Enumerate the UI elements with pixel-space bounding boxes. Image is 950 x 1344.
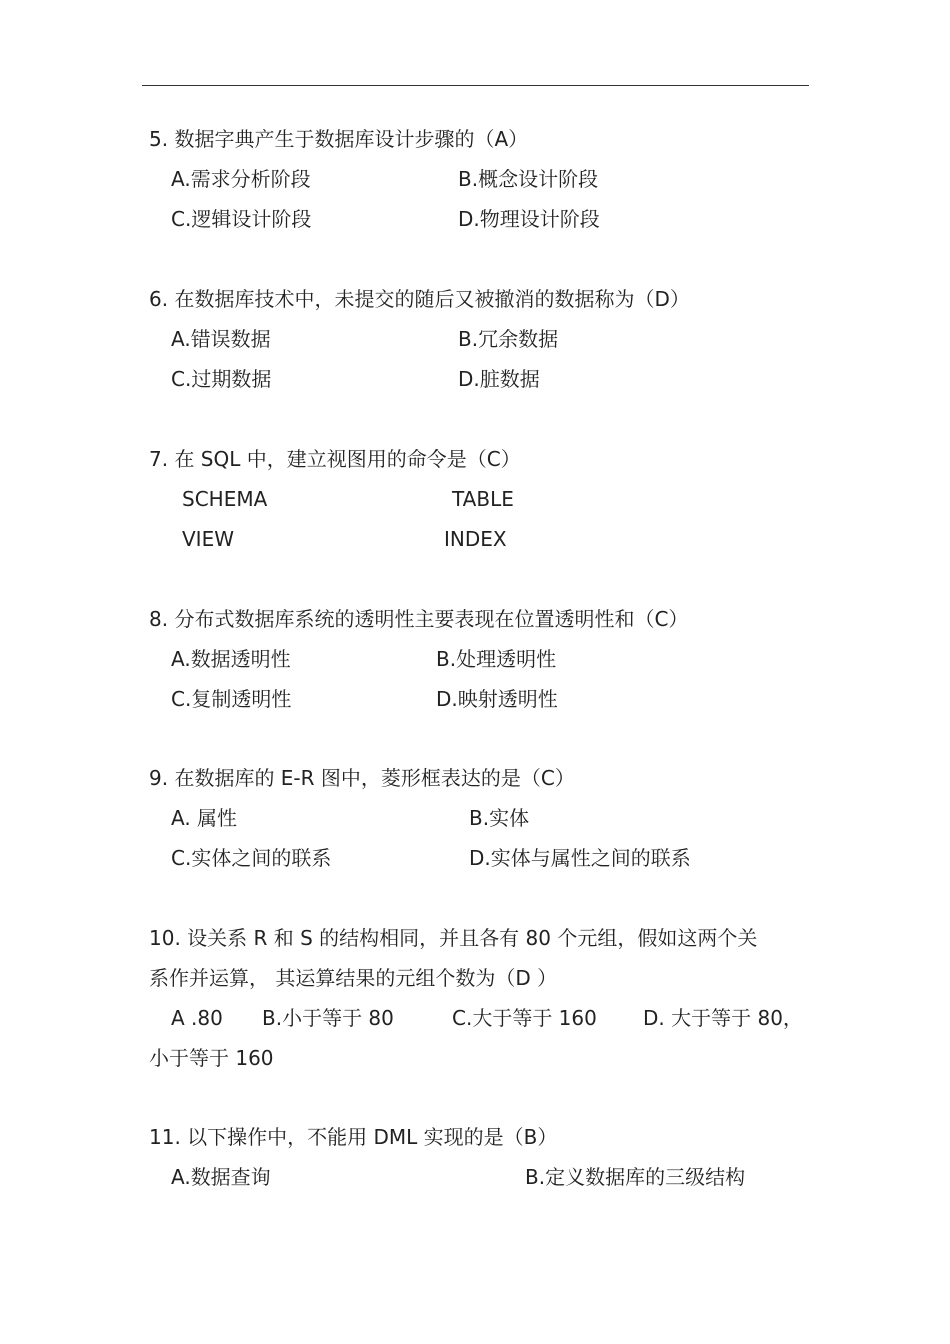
question-8-option-d: D.映射透明性 <box>436 687 558 711</box>
question-10-option-d-continued: 小于等于 160 <box>149 1046 274 1070</box>
question-8-option-b: B.处理透明性 <box>436 647 557 671</box>
question-11-option-b: B.定义数据库的三级结构 <box>525 1165 746 1189</box>
question-6-option-b: B.冗余数据 <box>458 327 559 351</box>
question-10-option-c: C.大于等于 160 <box>452 1006 597 1030</box>
question-11-stem: 11. 以下操作中，不能用 DML 实现的是（B） <box>149 1125 558 1149</box>
question-10-option-d: D. 大于等于 80， <box>643 1006 803 1030</box>
question-7-option-b: TABLE <box>452 487 514 511</box>
question-5-option-c: C.逻辑设计阶段 <box>171 207 312 231</box>
question-7-option-d: INDEX <box>444 527 507 551</box>
question-9-option-a: A. 属性 <box>171 806 238 830</box>
question-8-stem: 8. 分布式数据库系统的透明性主要表现在位置透明性和（C） <box>149 607 689 631</box>
question-8-option-a: A.数据透明性 <box>171 647 291 671</box>
question-10-stem-line-2: 系作并运算， 其运算结果的元组个数为（D ） <box>149 966 558 990</box>
question-5-stem: 5. 数据字典产生于数据库设计步骤的（A） <box>149 127 529 151</box>
question-5-option-a: A.需求分析阶段 <box>171 167 311 191</box>
question-10-stem-line-1: 10. 设关系 R 和 S 的结构相同，并且各有 80 个元组，假如这两个关 <box>149 926 758 950</box>
question-10-option-a: A .80 <box>171 1006 223 1030</box>
question-10-option-b: B.小于等于 80 <box>262 1006 394 1030</box>
question-11-option-a: A.数据查询 <box>171 1165 271 1189</box>
question-5-option-b: B.概念设计阶段 <box>458 167 599 191</box>
question-9-stem: 9. 在数据库的 E-R 图中，菱形框表达的是（C） <box>149 766 575 790</box>
question-6-option-d: D.脏数据 <box>458 367 540 391</box>
question-5-option-d: D.物理设计阶段 <box>458 207 600 231</box>
question-9-option-d: D.实体与属性之间的联系 <box>469 846 691 870</box>
question-6-stem: 6. 在数据库技术中，未提交的随后又被撤消的数据称为（D） <box>149 287 690 311</box>
question-6-option-a: A.错误数据 <box>171 327 271 351</box>
question-8-option-c: C.复制透明性 <box>171 687 292 711</box>
question-9-option-b: B.实体 <box>469 806 530 830</box>
question-6-option-c: C.过期数据 <box>171 367 272 391</box>
question-7-option-a: SCHEMA <box>182 487 268 511</box>
question-7-stem: 7. 在 SQL 中，建立视图用的命令是（C） <box>149 447 521 471</box>
header-rule <box>142 85 809 86</box>
question-9-option-c: C.实体之间的联系 <box>171 846 332 870</box>
question-7-option-c: VIEW <box>182 527 234 551</box>
